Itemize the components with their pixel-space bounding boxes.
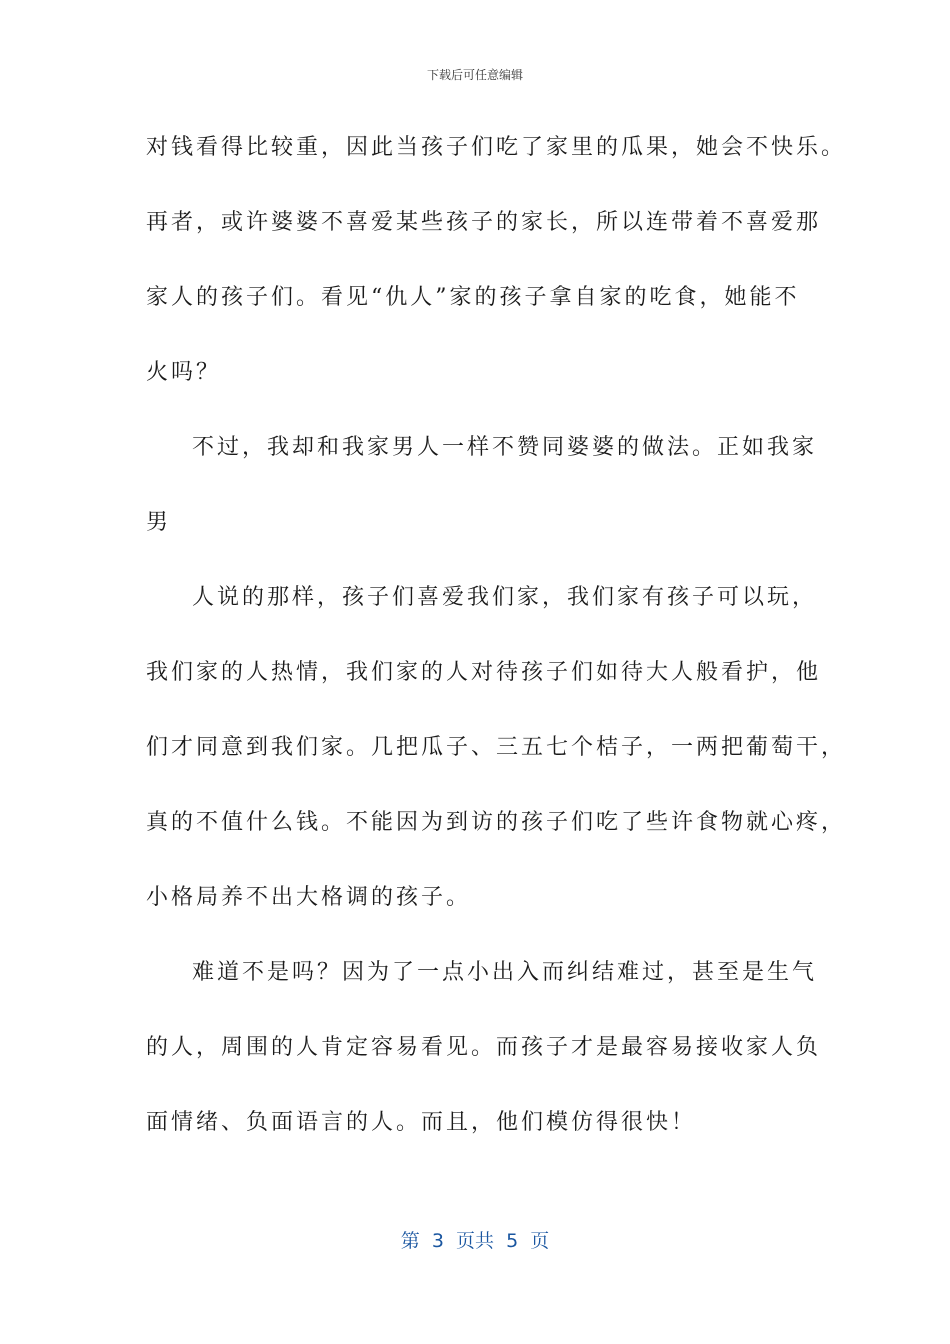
text-line: 的人，周围的人肯定容易看见。而孩子才是最容易接收家人负: [146, 1035, 822, 1060]
text-line: 我们家的人热情，我们家的人对待孩子们如待大人般看护，他: [146, 660, 822, 685]
text-line: 真的不值什么钱。不能因为到访的孩子们吃了些许食物就心疼，: [146, 810, 847, 835]
document-body: [146, 128, 847, 1178]
header-note: 下载后可任意编辑: [426, 68, 523, 82]
text-line: 们才同意到我们家。几把瓜子、三五七个桔子，一两把葡萄干，: [146, 735, 847, 760]
text-line: 难道不是吗？因为了一点小出入而纠结难过，甚至是生气: [192, 960, 818, 985]
text-line: 人说的那样，孩子们喜爱我们家，我们家有孩子可以玩，: [192, 585, 818, 610]
text-line: 对钱看得比较重，因此当孩子们吃了家里的瓜果，她会不快乐。: [146, 135, 847, 160]
page-number-footer: 第 3 页共 5 页: [400, 1230, 550, 1252]
text-line: 小格局养不出大格调的孩子。: [146, 885, 472, 910]
text-line: 家人的孩子们。看见“仇人”家的孩子拿自家的吃食，她能不: [146, 285, 800, 310]
text-line: 火吗？: [146, 360, 222, 385]
text-line: 再者，或许婆婆不喜爱某些孩子的家长，所以连带着不喜爱那: [146, 210, 822, 235]
text-line: 面情绪、负面语言的人。而且，他们模仿得很快！: [146, 1110, 697, 1135]
text-line: 男: [146, 510, 172, 535]
text-line: 不过，我却和我家男人一样不赞同婆婆的做法。正如我家: [192, 435, 818, 460]
